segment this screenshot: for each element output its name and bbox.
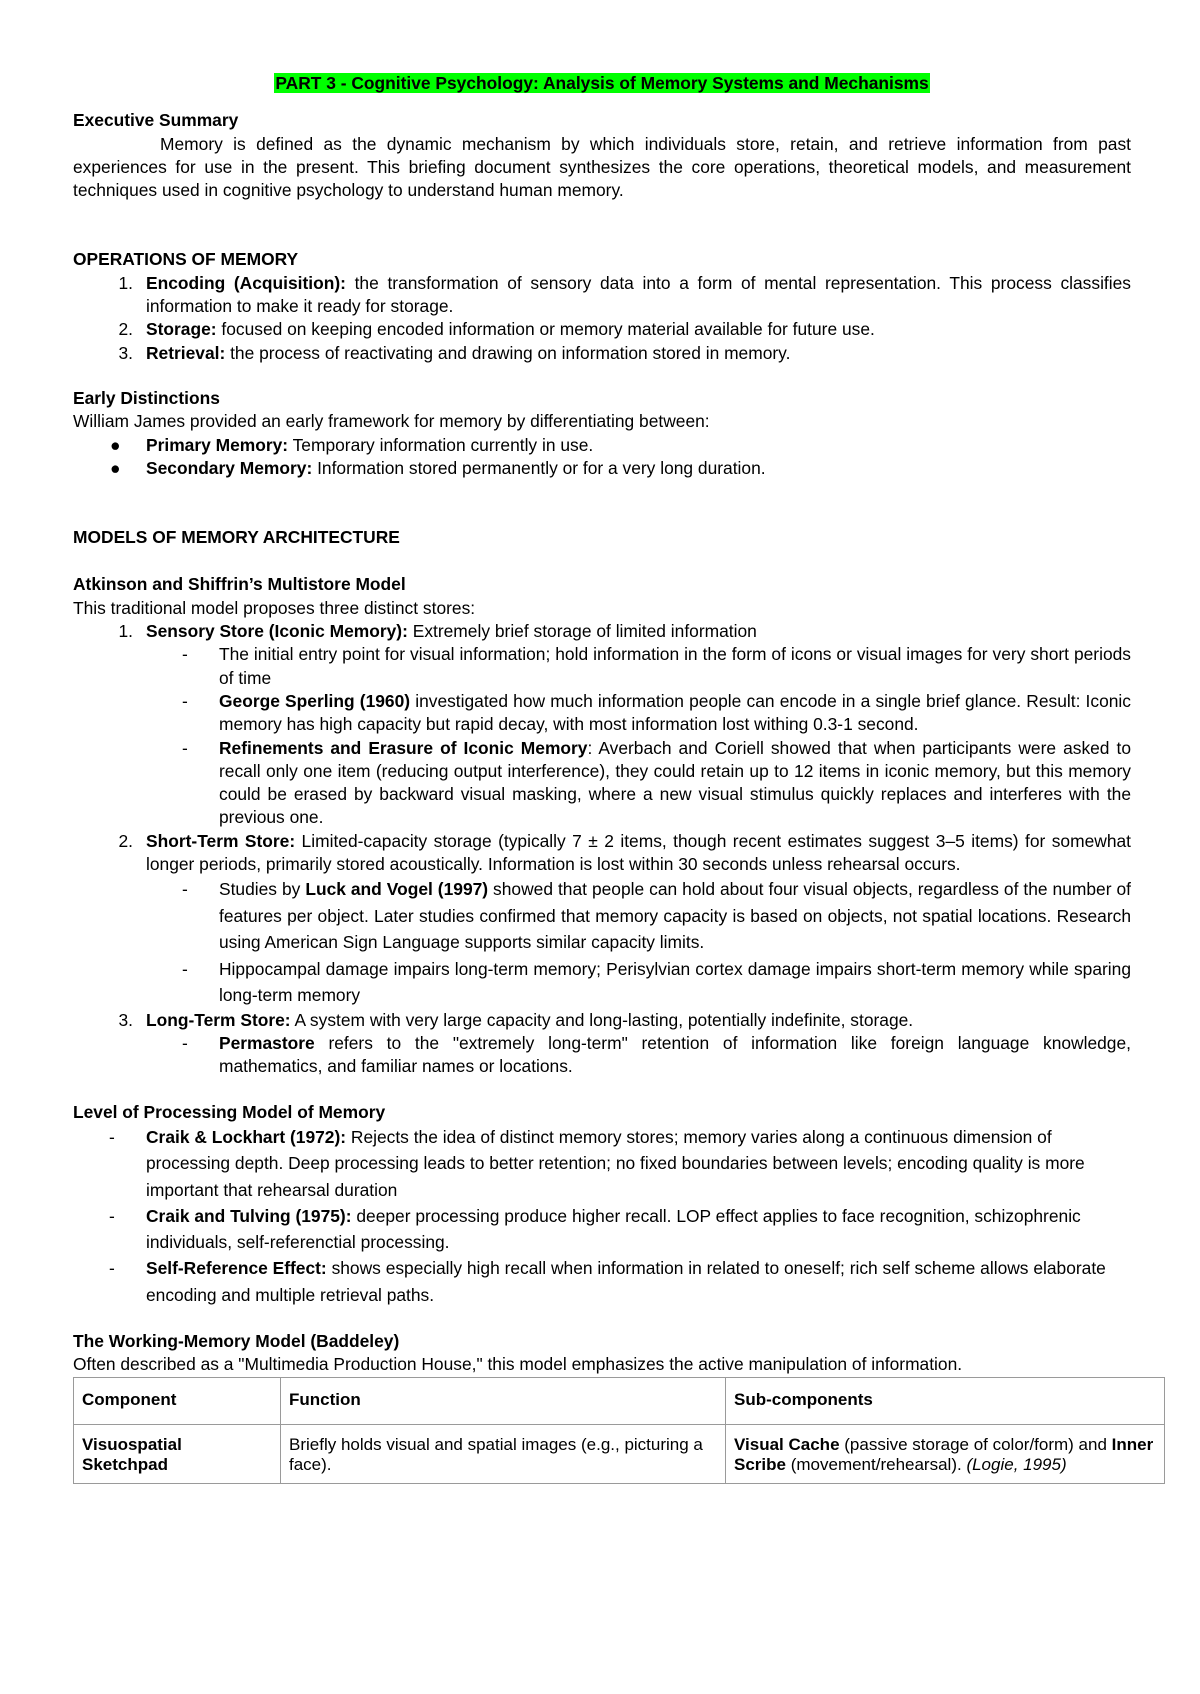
- sub-text: (passive storage of color/form) and: [839, 1434, 1112, 1454]
- definition: focused on keeping encoded information or memory material available for future use.: [216, 319, 875, 340]
- executive-summary-text: Memory is defined as the dynamic mechanism by which individuals store, retain, and retrieve information from past experiences for use in the present. This briefing document synthesizes the core operations, theoretical models, and measurement techniques used in cognitive psychology to understand human memory.: [73, 133, 1131, 201]
- column-header: Component: [74, 1377, 281, 1424]
- sub-item: [73, 737, 1131, 830]
- early-distinctions-intro: William James provided an early framework for memory by differentiating between:: [73, 411, 710, 432]
- dash-icon: -: [182, 737, 188, 758]
- list-item: [73, 434, 1131, 457]
- sub-prefix: Studies by: [219, 879, 306, 900]
- list-number: 2.: [118, 319, 133, 340]
- term: Craik & Lockhart (1972):: [146, 1127, 347, 1147]
- sub-text: The initial entry point for visual information; hold information in the form of icons or visual images for very short periods of time: [219, 644, 1131, 688]
- sub-item: [73, 1032, 1131, 1079]
- sub-term: Permastore: [219, 1033, 315, 1054]
- column-header: Sub-components: [726, 1377, 1165, 1424]
- term: Craik and Tulving (1975):: [146, 1205, 352, 1226]
- executive-summary-heading: Executive Summary: [73, 110, 239, 131]
- sub-item: [73, 690, 1131, 737]
- term: Self-Reference Effect:: [146, 1258, 327, 1279]
- sub-text: Hippocampal damage impairs long-term memory; Perisylvian cortex damage impairs short-term memory while sparing long-term memory: [219, 958, 1131, 1006]
- lop-heading: Level of Processing Model of Memory: [73, 1101, 386, 1122]
- sub-text: refers to the "extremely long-term" retention of information like foreign language knowledge, mathematics, and familiar names or locations.: [219, 1033, 1131, 1077]
- sub-term: Refinements and Erasure of Iconic Memory: [219, 737, 588, 758]
- term: Retrieval:: [146, 342, 226, 363]
- dash-icon: -: [109, 1127, 115, 1147]
- definition: Rejects the idea of distinct memory stores; memory varies along a continuous dimension of processing depth. Deep processing leads to better retention; no fixed boundaries between levels; encoding quality is more important that rehearsal duration: [146, 1127, 1085, 1200]
- definition: the transformation of sensory data into a form of mental representation. This process classifies information to make it ready for storage.: [146, 272, 1131, 317]
- list-item: [73, 1009, 1131, 1032]
- list-item: [73, 620, 1131, 643]
- list-item: [73, 272, 1131, 319]
- function-cell: Briefly holds visual and spatial images (e.g., picturing a face).: [281, 1424, 726, 1483]
- models-heading: MODELS OF MEMORY ARCHITECTURE: [73, 527, 400, 548]
- multistore-list: [73, 620, 1131, 1079]
- operations-heading: OPERATIONS OF MEMORY: [73, 249, 299, 270]
- term: Storage:: [146, 319, 217, 340]
- subcomponents-cell: [726, 1424, 1165, 1483]
- list-item: [73, 1203, 1131, 1256]
- sub-term: George Sperling (1960): [219, 690, 411, 711]
- bullet-icon: ●: [110, 434, 121, 455]
- working-memory-table: [73, 1377, 1165, 1484]
- sub-text: (movement/rehearsal).: [785, 1454, 967, 1474]
- document-body: [73, 72, 1154, 1484]
- dash-icon: -: [182, 958, 188, 979]
- table-header-row: [74, 1377, 1165, 1424]
- list-item: [73, 318, 1131, 341]
- list-item: [73, 830, 1131, 877]
- definition: Extremely brief storage of limited information: [407, 621, 757, 642]
- table-row: [74, 1424, 1165, 1483]
- definition: Limited-capacity storage (typically 7 ± 2 items, though recent estimates suggest 3–5 items) for somewhat longer periods, primarily stored acoustically. Information is lost within 30 seconds unless rehearsal occurs.: [146, 830, 1131, 875]
- working-memory-heading: The Working-Memory Model (Baddeley): [73, 1331, 400, 1352]
- dash-icon: -: [182, 879, 188, 900]
- lop-list: [73, 1124, 1131, 1308]
- sub-item: [73, 956, 1131, 1009]
- sub-term: Visual Cache: [734, 1434, 840, 1454]
- term: Sensory Store (Iconic Memory):: [146, 621, 408, 642]
- multistore-intro: This traditional model proposes three distinct stores:: [73, 597, 476, 618]
- sub-text: : Averbach and Coriell showed that when participants were asked to recall only one item (reducing output interference), they could retain up to 12 items in iconic memory, but this memory could be erased by backward visual masking, where a new visual stimulus quickly replaces and interferes with the previous one.: [219, 737, 1131, 828]
- sub-term: Inner Scribe: [734, 1434, 1154, 1474]
- sub-item: [73, 643, 1131, 690]
- dash-icon: -: [109, 1205, 115, 1226]
- multistore-heading: Atkinson and Shiffrin’s Multistore Model: [73, 574, 406, 595]
- early-distinctions-heading: Early Distinctions: [73, 387, 220, 408]
- bullet-icon: ●: [110, 457, 121, 478]
- definition: shows especially high recall when information in related to oneself; rich self scheme allows elaborate encoding and multiple retrieval paths.: [146, 1258, 1106, 1305]
- list-number: 3.: [118, 1009, 133, 1030]
- term: Secondary Memory:: [146, 457, 313, 478]
- dash-icon: -: [182, 1033, 188, 1054]
- citation: (Logie, 1995): [966, 1454, 1067, 1474]
- term: Short-Term Store:: [146, 830, 296, 851]
- term: Encoding (Acquisition):: [146, 272, 346, 293]
- definition: Temporary information currently in use.: [288, 434, 594, 455]
- component-cell: Visuospatial Sketchpad: [74, 1424, 281, 1483]
- early-distinctions-list: [73, 434, 1131, 481]
- list-item: [73, 1255, 1131, 1308]
- sub-item: [73, 876, 1131, 956]
- list-number: 2.: [118, 830, 133, 851]
- term: Primary Memory:: [146, 434, 289, 455]
- list-item: [73, 1124, 1131, 1203]
- operations-list: [73, 272, 1131, 365]
- list-number: 1.: [118, 272, 133, 293]
- title-highlight: PART 3 - Cognitive Psychology: Analysis of Memory Systems and Mechanisms: [275, 73, 929, 93]
- dash-icon: -: [182, 690, 188, 711]
- sub-text: showed that people can hold about four visual objects, regardless of the number of features per object. Later studies confirmed that memory capacity is based on objects, not spatial locations. Research using American Sign Language supports similar capacity limits.: [219, 879, 1131, 953]
- document-title: [73, 72, 1131, 95]
- list-item: [73, 457, 1131, 480]
- definition: deeper processing produce higher recall. LOP effect applies to face recognition, schizophrenic individuals, self-referenctial processing.: [146, 1205, 1081, 1253]
- dash-icon: -: [182, 644, 188, 665]
- list-number: 1.: [118, 621, 133, 642]
- list-number: 3.: [118, 342, 133, 363]
- sub-term: Luck and Vogel (1997): [305, 879, 489, 900]
- column-header: Function: [281, 1377, 726, 1424]
- definition: Information stored permanently or for a very long duration.: [312, 457, 766, 478]
- definition: the process of reactivating and drawing on information stored in memory.: [225, 342, 791, 363]
- term: Long-Term Store:: [146, 1009, 291, 1030]
- definition: A system with very large capacity and long-lasting, potentially indefinite, storage.: [290, 1009, 914, 1030]
- dash-icon: -: [109, 1258, 115, 1279]
- list-item: [73, 342, 1131, 365]
- sub-text: investigated how much information people can encode in a single brief glance. Result: Iconic memory has high capacity but rapid decay, with most information lost withing 0.3-1 second.: [219, 690, 1131, 735]
- working-memory-intro: Often described as a "Multimedia Production House," this model emphasizes the active manipulation of information.: [73, 1354, 963, 1375]
